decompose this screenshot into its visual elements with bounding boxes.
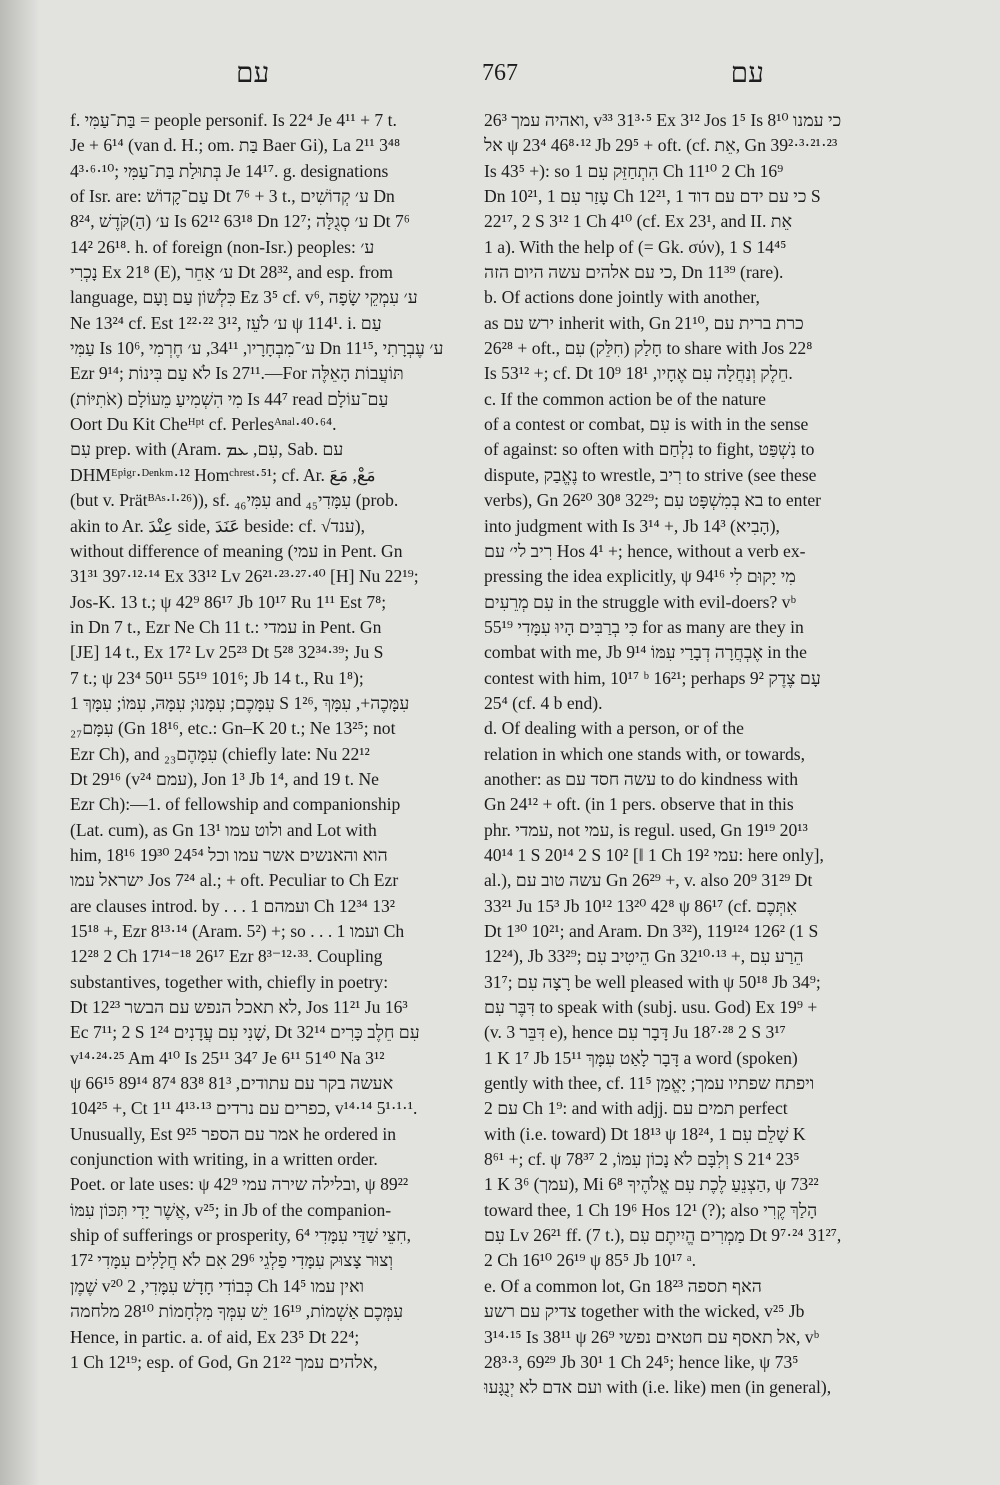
text-line: 33²¹ Ju 15³ Jb 10¹² 13²⁰ 42⁸ ψ 86¹⁷ (cf. אִתְּכֶם — [484, 895, 797, 916]
text-line: 7 t.; ψ 23⁴ 50¹¹ 55¹⁹ 101⁶; Jb 14 t., Ru 1⁸); — [70, 667, 364, 688]
text-line: c. If the common action be of the nature — [484, 388, 766, 409]
text-line: Ezr Ch), and עִמָּהֶם₂₃ (chiefly late: Nu 22¹² — [70, 743, 370, 764]
text-line: verbs), Gn 26²⁰ 30⁸ 32²⁹; בא בְמִשְׁפָּט עִם to enter — [484, 490, 822, 511]
text-line: Ec 7¹¹; 2 S 1²⁴ שָׁנִי עִם עֲדָנִים, Dt 32¹⁴ עִם חֵלֶב כָּרִים — [70, 1022, 420, 1043]
text-line: 12²⁸ 2 Ch 17¹⁴⁻¹⁸ 26¹⁷ Ezr 8³⁻¹²·³³. Coupling — [70, 946, 383, 967]
text-line: Dt 1³⁰ 10²¹; and Aram. Dn 3³²), 119¹²⁴ 126² (1 S — [484, 921, 819, 941]
text-line: v¹⁴·²⁴·²⁵ Am 4¹⁰ Is 25¹¹ 34⁷ Je 6¹¹ 51⁴⁰ Na 3¹² — [70, 1047, 385, 1068]
text-line: 26²⁸ + oft., חָלַק (חִלֵּק) עִם to share with Jos 22⁸ — [484, 338, 813, 359]
text-line: him, 18¹⁶ 19³⁰ 24⁵⁴ הוא והאנשים אשר עמו וכל — [70, 844, 388, 865]
page-header — [60, 58, 940, 98]
text-line: dispute, נֶאֱבַק to wrestle, רִיב to strive (see these — [484, 464, 817, 485]
binding-shadow — [0, 0, 40, 1485]
text-line: ψ 66¹⁵ אעשה בקר עם עתודים, 81³ 83⁸ 87⁴ 89¹⁴ — [70, 1073, 394, 1094]
text-line: b. Of actions done jointly with another, — [484, 287, 760, 308]
text-line: רִיב לי׳ עם Hos 4¹ +; hence, without a verb ex- — [484, 540, 806, 561]
running-head-right: עם — [730, 58, 764, 89]
text-line: עִם מְרֵעִים in the struggle with evil-doers? vᵇ — [484, 591, 796, 612]
text-line: as ירש עם inherit with, Gn 21¹⁰, כרת ברית עם — [484, 312, 804, 333]
text-line: עַמִּי Is 10⁶, ע׳־מִבְחָרָיו, 34¹¹, ע׳ חֶרְמִי Dn 11¹⁵, ע׳ עֶבְרָתִי — [70, 338, 444, 359]
text-line: 40¹⁴ 1 S 20¹⁴ 2 S 10² [‖ 1 Ch 19² עמי: here only], — [484, 844, 824, 865]
text-line: (Lat. cum), as Gn 13¹ ולוט עמו and Lot with — [70, 819, 377, 840]
text-line: 3¹⁴·¹⁵ Is 38¹¹ ψ 26⁹ אל תאסף עם חטאים נפשי, vᵇ — [484, 1326, 820, 1347]
page-number: 767 — [482, 60, 518, 86]
text-line: of against: so often with נִלְחַם to fight, נִשְׁפַּט to — [484, 439, 815, 460]
text-line: Hence, in partic. a. of aid, Ex 23⁵ Dt 22⁴; — [70, 1326, 360, 1347]
text-line: 2 Ch 16¹⁰ 26¹⁹ ψ 85⁵ Jb 10¹⁷ ᵃ. — [484, 1250, 697, 1271]
text-line: Unusually, Est 9²⁵ אמר עם הספר he ordered in — [70, 1123, 397, 1144]
right-column — [484, 108, 916, 1428]
text-line: ישראל עמו Jos 7²⁴ al.; + oft. Peculiar to Ch Ezr — [70, 870, 399, 891]
text-line: Oort Du Kit Cheᴴᵖᵗ cf. Perlesᴬⁿᵃˡ·⁴⁰·⁶⁴. — [70, 414, 337, 435]
text-line: substantives, together with, chiefly in poetry: — [70, 971, 389, 992]
text-line: phr. עמדי, not עמי, is regul. used, Gn 19¹⁹ 20¹³ — [484, 819, 808, 840]
text-line: עם 2 Ch 1⁹: and with adjj. תמים עם perfect — [484, 1098, 788, 1119]
text-line: אל ψ 23⁴ 46⁸·¹² Jb 29⁵ + oft. (cf. אֵת, Gn 39²·³·²¹·²³ — [484, 135, 838, 156]
text-line: עִמָּם₂₇ (Gn 18¹⁶, etc.: Gn–K 20 t.; Ne 13²⁵; not — [70, 718, 396, 739]
text-line: 55¹⁹ כִּי בְרַבִּים הָיוּ עִמָּדִי for as many are they in — [484, 616, 804, 637]
text-line: (מִי הִשְׁמִיעַ מֵעוֹלָם (אֹתִיּוֹת Is 44⁷ read עַם־עוֹלָם — [70, 388, 389, 409]
text-line: in Dn 7 t., Ezr Ne Ch 11 t.: עמדי in Pent. Gn — [70, 616, 382, 637]
text-line: נָכְרִי Ex 21⁸ (E), ע׳ אַחֵר Dt 28³², and esp. from — [70, 262, 393, 283]
text-line: עִמְּכֶם אַשְׁמוֹת, 16¹⁹ יֵשׁ עִמְּךָ מִלְחָמוֹת 28¹⁰ מלחמה — [70, 1301, 404, 1322]
text-line: al.), עשה טוב עם Gn 26²⁹ +, v. also 20⁹ 31²⁹ Dt — [484, 870, 813, 891]
text-line: 104²⁵ +, Ct 1¹¹ 4¹³·¹³ כפרים עם נרדים, v¹⁴·¹⁴ 5¹·¹·¹. — [70, 1098, 418, 1119]
text-line: conjunction with writing, in a written order. — [70, 1149, 378, 1170]
text-line: Dn 10²¹, עָזַר עִם 1 Ch 12²¹, כי עם ידם עם דוד 1 S — [484, 186, 821, 207]
text-line: כי עם אלהים עשה היום הזה, Dn 11³⁹ (rare). — [484, 262, 784, 283]
text-line: 1 a). With the help of (= Gk. σύν), 1 S 14⁴⁵ — [484, 236, 787, 257]
text-line: Gn 24¹² + oft. (in 1 pers. observe that in this — [484, 794, 794, 815]
text-line: עִם Lv 26²¹ ff. (7 t.), מַמְרִים הֱיִיתֶם עִם Dt 9⁷·²⁴ 31²⁷, — [484, 1225, 842, 1246]
running-head-left: עם — [236, 58, 270, 89]
text-line: 12²⁴), Jb 33²⁹; הֵיטִיב עִם Gn 32¹⁰·¹³ +, הֵרַע עִם — [484, 946, 804, 967]
text-line: toward thee, 1 Ch 19⁶ Hos 12¹ (?); also הָלַךְ קֶרִי — [484, 1199, 818, 1220]
text-line: into judgment with Is 3¹⁴ +, Jb 14³ (הָבִיא), — [484, 515, 780, 536]
text-line: 1 K 3⁶ (עמך), Mi 6⁸ הַצְנֵעַ לֶכֶת עִם אֱלֹהֶיךָ, ψ 73²² — [484, 1174, 819, 1195]
text-line: without difference of meaning (עמי in Pent. Gn — [70, 540, 403, 561]
left-column — [70, 108, 494, 1428]
text-line: עִם prep. with (Aram. עִם, ܥܡ, Sab. עם — [70, 439, 344, 460]
text-line: of a contest or combat, עִם is with in the sense — [484, 414, 809, 435]
text-line: Ne 13²⁴ cf. Est 1²²·²² 3¹², ע׳ לֹעֵז ψ 114¹. i. עַם — [70, 312, 382, 333]
text-line: Ezr Ch):—1. of fellowship and companionship — [70, 794, 401, 815]
text-line: אֲשֶׁר יָדִי תִּכּוֹן עִמּוֹ, v²⁵; in Jb of the companion- — [70, 1199, 392, 1220]
text-line: 26³ ואהיה עמך, v³³ 31³·⁵ Ex 3¹² Jos 1⁵ Is 8¹⁰ כי עמנו — [484, 110, 842, 130]
text-line: 1 K 1⁷ Jb 15¹¹ דָּבָר לָאַט עִמָּךְ a word (spoken) — [484, 1047, 798, 1068]
text-line: עִמָּכֶם; עִמָּנוּ; עִמָּהּ, עִמּוֹ; עִמָּךְ 1 S 1²⁶, עִמָּכֶה+, עִמָּךְ — [70, 692, 410, 713]
text-line: Jos-K. 13 t.; ψ 42⁹ 86¹⁷ Jb 10¹⁷ Ru 1¹¹ Est 7⁸; — [70, 591, 387, 612]
text-line: שֶׁמֶן v²⁰ כְּבוֹדִי חָדָשׁ עִמָּדִי, 2 Ch 14⁵ ואין עמו — [70, 1275, 365, 1296]
text-line: with (i.e. toward) Dt 18¹³ ψ 18²⁴, שָׁלֵם עִם 1 K — [484, 1123, 806, 1144]
text-line: language, כִּלְשׁוֹן עַם וָעָם Ez 3⁵ cf. v⁶, ע׳ עִמְקֵי שָׂפָה — [70, 287, 418, 308]
text-line: relation in which one stands with, or towards, — [484, 743, 806, 764]
text-line: 8²⁴, ע׳ (הַ)קֹּדֶשׁ Is 62¹² 63¹⁸ Dn 12⁷; ע׳ סְגֻלָּה Dt 7⁶ — [70, 211, 410, 232]
text-line: DHMᴱᵖⁱᵍʳ·ᴰᵉⁿᵏᵐ·¹² Homᶜʰʳᵉˢᵗ·⁵¹; cf. Ar. مَعْ, مَعَ — [70, 464, 376, 485]
text-line: f. בַּת־עַמִּי = people personif. Is 22⁴ Je 4¹¹ + 7 t. — [70, 110, 397, 130]
text-line: 8⁶¹ +; cf. ψ 78³⁷ וְלִבָּם לֹא נָכוֹן עִמּוֹ, 2 S 21⁴ 23⁵ — [484, 1149, 800, 1170]
text-line: e. Of a common lot, Gn 18²³ האף תספה — [484, 1275, 762, 1296]
text-line: 31³¹ 39⁷·¹²·¹⁴ Ex 33¹² Lv 26²¹·²³·²⁷·⁴⁰ [H] Nu 22¹⁹; — [70, 566, 419, 587]
text-line: 31⁷; רָצָה עִם be well pleased with ψ 50¹⁸ Jb 34⁹; — [484, 971, 821, 992]
text-line: (v. דִּבֵּר 3 e), hence דָּבָר עִם Ju 18⁷·²⁸ 2 S 3¹⁷ — [484, 1022, 786, 1043]
text-line: 4³·⁶·¹⁰; בְּתוּלַת בַּת־עַמִּי Je 14¹⁷. g. designations — [70, 160, 389, 181]
text-line: 25⁴ (cf. 4 b end). — [484, 692, 603, 713]
text-line: דִּבֶּר עִם to speak with (subj. usu. God) Ex 19⁹ + — [484, 997, 818, 1018]
text-line: 1 Ch 12¹⁹; esp. of God, Gn 21²² אלהים עמך, — [70, 1351, 378, 1372]
text-line: וְצוּר צָצוּק עִמָּדִי פַלְגֵי 29⁶ אִם לֹא חֲלָלִים עִמָּדִי 17² — [70, 1250, 393, 1271]
text-line: Je + 6¹⁴ (van d. H.; om. בַּת Baer Gi), La 2¹¹ 3⁴⁸ — [70, 135, 401, 156]
text-line: 14² 26¹⁸. h. of foreign (non-Isr.) peoples: ע׳ — [70, 236, 375, 257]
text-line: ועם אדם לא יְנֻגָּעוּ with (i.e. like) men (in general), — [484, 1377, 832, 1398]
text-line: ship of sufferings or prosperity, 6⁴ חִצֵּי שַׁדַּי עִמָּדִי, — [70, 1225, 412, 1246]
text-line: Is 43⁵ +): so הִתְחַזֵּק עִם 1 Ch 11¹⁰ 2 Ch 16⁹ — [484, 160, 784, 181]
text-line: [JE] 14 t., Ex 17² Lv 25²³ Dt 5²⁸ 32³⁴·³⁹; Ju S — [70, 642, 384, 663]
text-line: Dt 12²³ לא תאכל הנפש עם הבשר, Jos 11²¹ Ju 16³ — [70, 997, 408, 1018]
text-line: pressing the idea explicitly, ψ 94¹⁶ מִי יָקוּם לִי — [484, 566, 796, 587]
text-line: 28³·³, 69²⁹ Jb 30¹ 1 Ch 24⁵; hence like, ψ 73⁵ — [484, 1351, 799, 1372]
text-line: gently with thee, cf. 11⁵ ויפתח שפתיו עמך; יָאֱמַן — [484, 1073, 815, 1094]
text-line: Ezr 9¹⁴; לֹא עַם בִּינוֹת Is 27¹¹.—For תּוֹעֲבוֹת הָאֵלֶּה — [70, 363, 404, 384]
text-line: another: as עשה חסד עם to do kindness with — [484, 768, 798, 789]
text-line: Dt 29¹⁶ (v²⁴ עמם), Jon 1³ Jb 1⁴, and 19 t. Ne — [70, 768, 379, 789]
text-line: צדיק עם רשע together with the wicked, v²⁵ Jb — [484, 1301, 805, 1322]
text-line: d. Of dealing with a person, or of the — [484, 718, 744, 739]
text-line: Poet. or late uses: ψ 42⁹ ובלילה שירה עמי, ψ 89²² — [70, 1174, 409, 1195]
text-line: contest with him, 10¹⁷ ᵇ 16²¹; perhaps עָם צֶדֶק 9² — [484, 667, 821, 688]
text-line: are clauses introd. by . . . ועמהם 1 Ch 12³⁴ 13² — [70, 895, 396, 916]
text-line: 15¹⁸ +, Ezr 8¹³·¹⁴ (Aram. 5²) +; so . . . ועמו 1 Ch — [70, 921, 405, 941]
text-line: akin to Ar. عِنْدَ side, عَنَدَ beside: cf. √ענד), — [70, 515, 366, 536]
text-line: Is 53¹² +; cf. Dt 10⁹ חֵלֶק וְנַחֲלָה עִם אֶחָיו, 18¹. — [484, 363, 793, 384]
text-line: combat with me, Jb 9¹⁴ אֶבְחֲרָה דְבָרַי עִמּוֹ in the — [484, 642, 807, 663]
text-line: of Isr. are: עַם־קָדוֹשׁ Dt 7⁶ + 3 t., ע׳ קְדוֹשִׁים Dn — [70, 186, 395, 207]
text-line: (but v. Prätᴮᴬˢ·ᴵ·²⁶)), sf. עִמִּי₄₆ and עִמָּדִי₄₅ (prob. — [70, 490, 399, 511]
text-line: 22¹⁷, 2 S 3¹² 1 Ch 4¹⁰ (cf. Ex 23¹, and II. אֵת — [484, 211, 793, 232]
